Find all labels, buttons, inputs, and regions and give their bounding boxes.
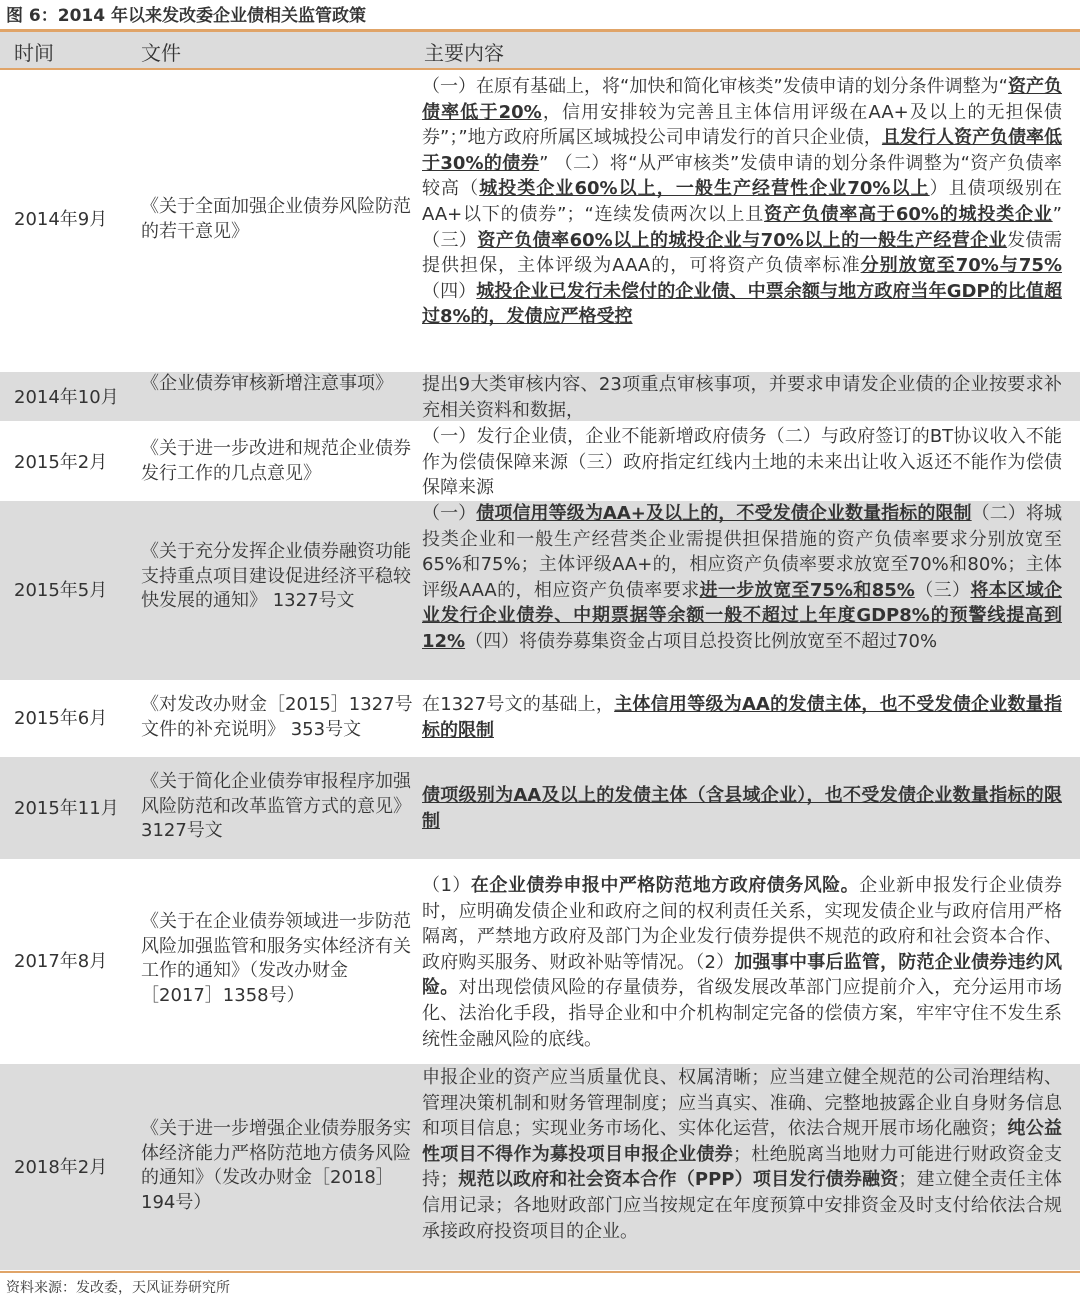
row-content: [422, 692, 1062, 743]
row-time: 2014年10月: [14, 387, 119, 408]
content-text: 申报企业的资产应当质量优良、权属清晰；应当建立健全规范的公司治理结构、管理决策机制和财务管理制度；应当真实、准确、完整地披露企业自身财务信息和项目信息；实现业务市场化、实体化运营，依法合规开展市场化融资；: [422, 1067, 1062, 1140]
emphasis-text: 将本区域企业发行企业债券、中期票据等余额一般不超过上年度GDP8%的预警线提高到12%: [422, 579, 1063, 652]
header-content: 主要内容: [424, 41, 504, 65]
emphasis-text: 加强事中事后监管，防范企业债券违约风险。: [422, 951, 1063, 999]
row-time: 2014年9月: [14, 209, 108, 230]
table-row: [0, 757, 1080, 859]
content-text: ，信用安排较为完善且主体信用评级在AA+及以上的无担保债券”；”地方政府所属区域城投公司申请发行的首只企业债，: [422, 101, 1062, 149]
table-row: [0, 70, 1080, 367]
emphasis-text: 城投企业已发行未偿付的企业债、中票余额与地方政府当年GDP的比值超过8%的，发债应严格受控: [422, 280, 1062, 328]
row-file: 《关于进一步改进和规范企业债券发行工作的几点意见》: [141, 438, 411, 484]
content-text: （四）: [422, 280, 477, 302]
emphasis-text: 分别放宽至70%与75%: [860, 255, 1062, 277]
content-text: 企业新申报发行企业债券时，应明确发债企业和政府之间的权利责任关系，实现发债企业与政府信用严格隔离，严禁地方政府及部门为企业发行债券提供不规范的政府和社会资本合作、政府购买服务、财政补贴等情况。（2）: [422, 875, 1063, 973]
row-time: 2017年8月: [14, 951, 108, 972]
emphasis-text: 主体信用等级为AA的发债主体，也不受发债企业数量指标的限制: [422, 694, 1063, 741]
row-content: [422, 501, 1062, 655]
row-content: [422, 783, 1062, 834]
row-time: 2015年11月: [14, 798, 119, 819]
row-file: 《关于在企业债券领域进一步防范风险加强监管和服务实体经济有关工作的通知》（发改办财金［2017］1358号）: [141, 911, 411, 1006]
figure-title: 图 6：2014 年以来发改委企业债相关监管政策: [6, 6, 366, 26]
emphasis-text: 在企业债券申报中严格防范地方政府债务风险。: [470, 875, 860, 896]
content-text: （四）将债券募集资金占项目总投资比例放宽至不超过70%: [465, 630, 938, 652]
row-time: 2015年6月: [14, 708, 108, 729]
content-text: （一）发行企业债，企业不能新增政府债务（二）与政府签订的BT协议收入不能作为偿债保障来源（三）政府指定红线内土地的未来出让收入返还不能作为偿债保障来源: [422, 426, 1062, 499]
row-file: 《企业债券审核新增注意事项》: [141, 373, 393, 394]
emphasis-text: 进一步放宽至75%和85%: [699, 579, 915, 601]
content-text: 提出9大类审核内容、23项重点审核事项，并要求申请发企业债的企业按要求补充相关资料和数据，: [422, 374, 1062, 421]
header-time: 时间: [14, 41, 54, 65]
content-text: （1）: [422, 875, 471, 896]
content-text: （二）将城投类企业和一般生产经营类企业需提供担保措施的资产负债率要求分别放宽至65%和75%；主体评级AA+的，相应资产负债率要求放宽至70%和80%；主体评级AAA的，相应资产负债率要求: [422, 503, 1062, 601]
emphasis-text: 资产负债率高于60%的城投类企业: [764, 203, 1053, 225]
source-note: 资料来源：发改委，天风证券研究所: [6, 1280, 230, 1296]
header-file: 文件: [141, 41, 181, 65]
content-text: ” （二）将“从严审核类”发债申请的划分条件调整为“资产负债率较高（: [422, 152, 1062, 200]
row-time: 2018年2月: [14, 1157, 108, 1178]
content-text: 对出现偿债风险的存量债券，省级发展改革部门应提前介入，充分运用市场化、法治化手段，指导企业和中介机构制定完备的偿债方案，牢牢守住不发生系统性金融风险的底线。: [422, 977, 1063, 1050]
row-time: 2015年2月: [14, 452, 108, 473]
table-row: [0, 372, 1080, 421]
emphasis-text: 债项信用等级为AA+及以上的，不受发债企业数量指标的限制: [476, 503, 972, 524]
row-content: [422, 873, 1062, 1052]
emphasis-text: 纯公益性项目不得作为募投项目申报企业债券: [422, 1118, 1063, 1165]
table-row: [0, 864, 1080, 1061]
emphasis-text: 债项级别为AA及以上的发债主体（含县域企业），也不受发债企业数量指标的限制: [422, 785, 1062, 832]
table-row: [0, 1064, 1080, 1270]
row-file: 《关于充分发挥企业债券融资功能支持重点项目建设促进经济平稳较快发展的通知》 1327号文: [141, 541, 411, 611]
content-text: （一）在原有基础上，将“加快和简化审核类”发债申请的划分条件调整为“: [422, 76, 1008, 97]
content-text: （三）: [914, 579, 971, 601]
table-row: [0, 423, 1080, 501]
emphasis-text: 且发行人资产负债率低于30%的债券: [422, 127, 1062, 174]
row-file: 《关于简化企业债券审报程序加强风险防范和改革监管方式的意见》3127号文: [141, 771, 411, 841]
emphasis-text: 资产负债率低于20%: [422, 76, 1063, 123]
content-text: ；建立健全责任主体信用记录；各地财政部门应当按规定在年度预算中安排资金及时支付给依法合规承接政府投资项目的企业。: [422, 1169, 1063, 1242]
content-text: ” （三）: [422, 203, 1062, 251]
table-row: [0, 501, 1080, 680]
row-content: [422, 1065, 1062, 1244]
emphasis-text: 城投类企业60%以上，一般生产经营性企业70%以上: [479, 178, 930, 200]
content-text: ；杜绝脱离当地财力可能进行财政资金支持；: [422, 1143, 1062, 1191]
emphasis-text: 资产负债率60%以上的城投企业与70%以上的一般生产经营企业: [477, 229, 1008, 251]
row-file: 《关于全面加强企业债券风险防范的若干意见》: [141, 196, 411, 242]
row-content: [422, 372, 1062, 423]
row-content: [422, 74, 1062, 330]
content-text: （一）: [422, 503, 477, 524]
row-content: [422, 424, 1062, 501]
row-file: 《关于进一步增强企业债券服务实体经济能力严格防范地方债务风险的通知》（发改办财金［2018］194号）: [141, 1118, 411, 1213]
footer-divider: [0, 1271, 1080, 1273]
row-file: 《对发改办财金［2015］1327号文件的补充说明》 353号文: [141, 694, 413, 740]
content-text: 在1327号文的基础上，: [422, 694, 615, 715]
table-header: [0, 32, 1080, 68]
content-text: ）且债项级别在AA+以下的债券”；“连续发债两次以上且: [422, 178, 1063, 225]
row-time: 2015年5月: [14, 580, 108, 601]
emphasis-text: 规范以政府和社会资本合作（PPP）项目发行债券融资: [458, 1169, 899, 1191]
content-text: 发债需提供担保，主体评级为AAA的，可将资产负债率标准: [422, 229, 1063, 277]
table-row: [0, 686, 1080, 750]
